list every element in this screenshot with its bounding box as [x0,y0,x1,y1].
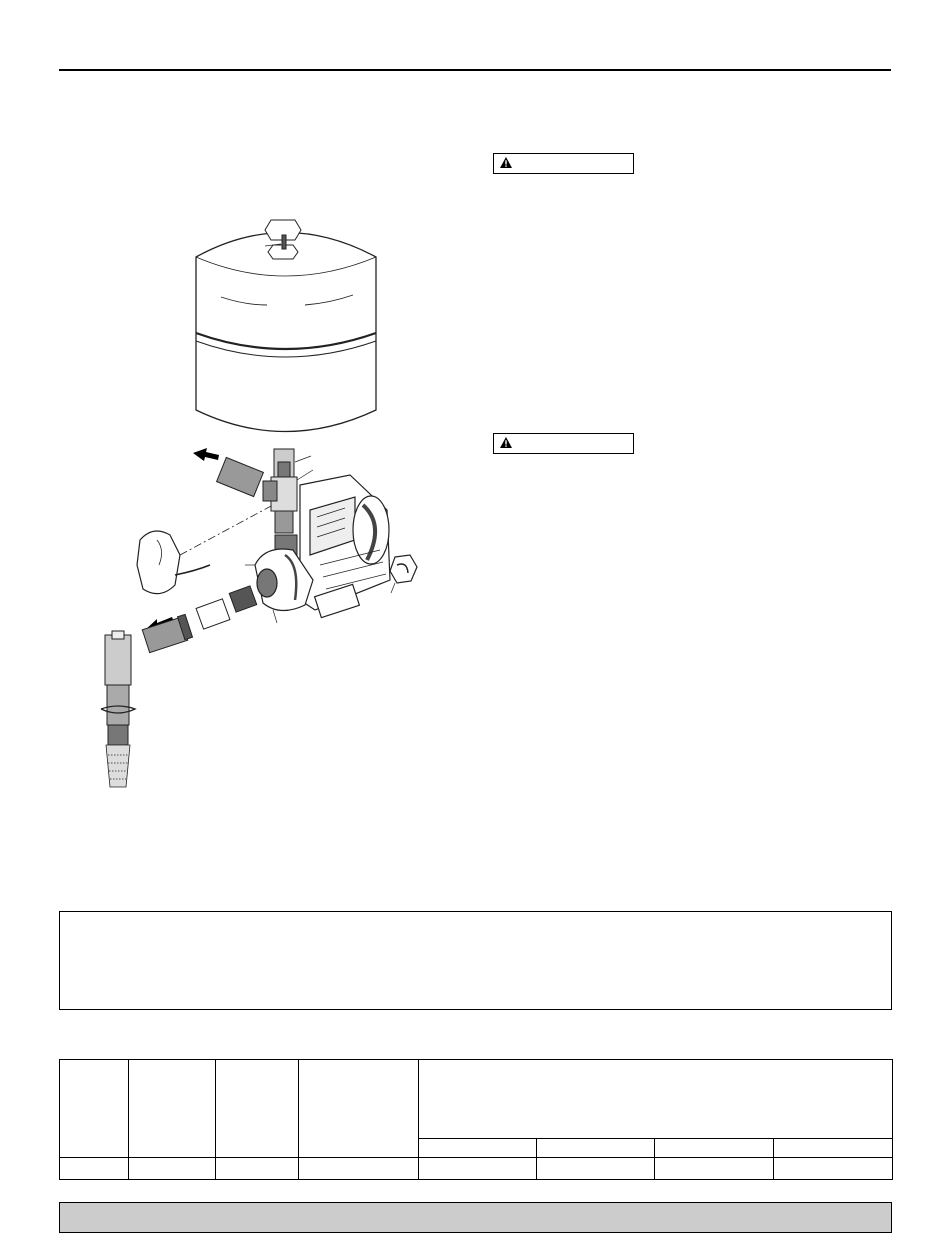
pressure-switch [137,505,273,594]
table-header-cell [419,1060,893,1139]
header-rule [59,69,891,71]
table-cell [774,1158,893,1180]
warning-triangle-icon [500,157,512,168]
note-box [59,911,892,1010]
table-cell [299,1158,419,1180]
spec-table [59,1059,893,1180]
table-header-cell [129,1060,216,1158]
table-cell [537,1158,655,1180]
table-header-cell [60,1060,129,1158]
table-cell [60,1158,129,1180]
warning-box-1 [493,153,634,174]
discharge-arrow [193,448,219,461]
table-cell [655,1158,774,1180]
table-subheader-cell [537,1139,655,1158]
warning-triangle-icon [500,437,512,448]
suction-pipe [101,614,193,745]
table-cell [216,1158,299,1180]
table-cell [419,1158,537,1180]
warning-box-2 [493,433,634,454]
table-header-cell [216,1060,299,1158]
table-row [60,1158,893,1180]
table-header-cell [299,1060,419,1158]
tank-valve [265,220,301,259]
table-subheader-cell [774,1139,893,1158]
drain-plug [390,555,417,593]
pressure-tank [196,233,376,432]
table-cell [129,1158,216,1180]
footer-gray-bar [59,1202,892,1233]
table-subheader-cell [655,1139,774,1158]
foot-valve-strainer [106,745,130,787]
pump-assembly-figure [95,205,440,795]
table-subheader-cell [419,1139,537,1158]
